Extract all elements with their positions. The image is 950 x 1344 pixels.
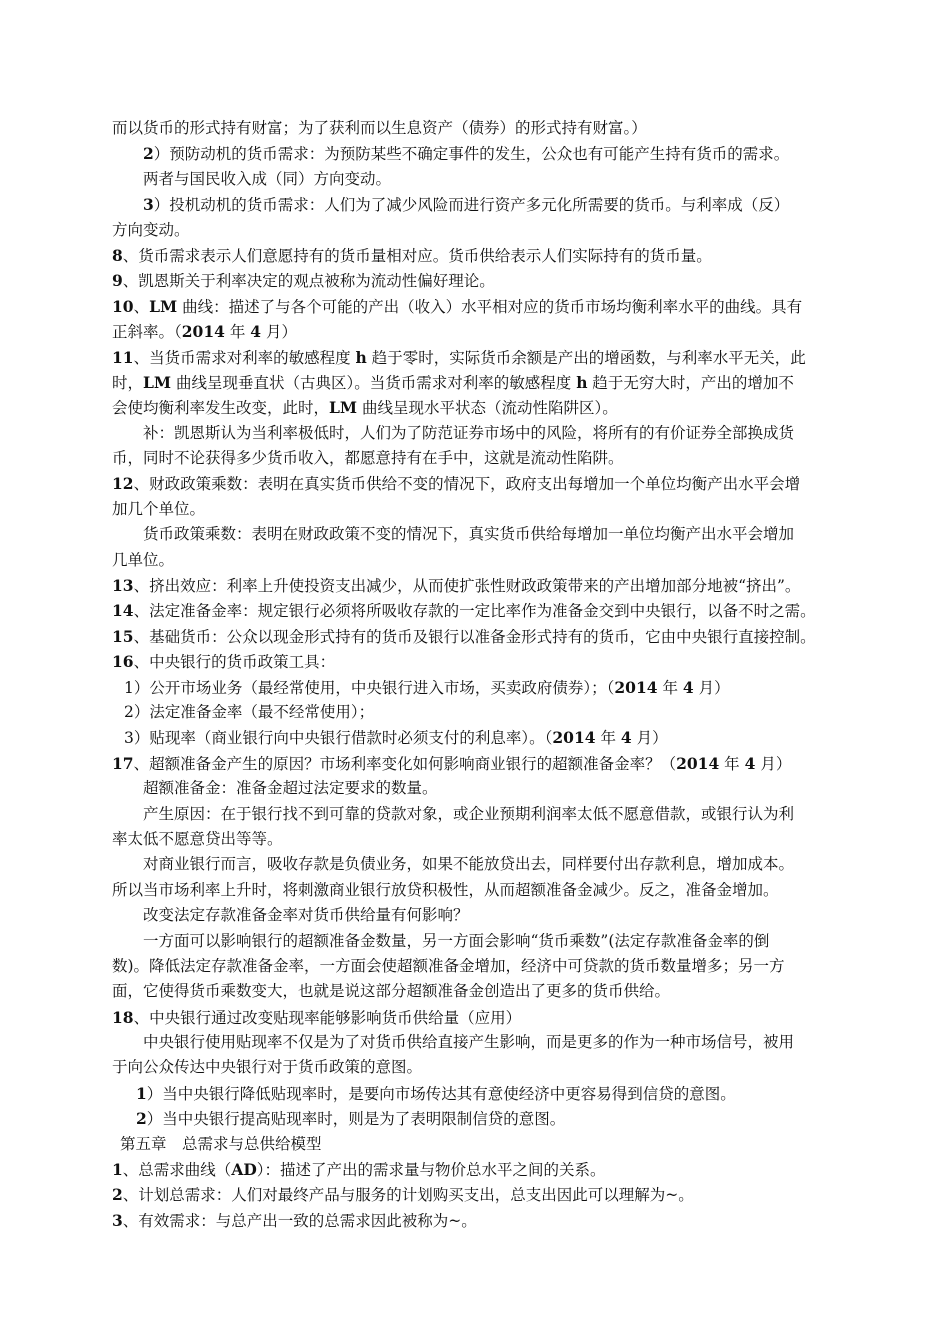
text-line (112, 1208, 848, 1233)
text-run: 月） (755, 754, 792, 773)
text-run: 加几个单位。 (112, 499, 206, 518)
text-run: 、财政政策乘数：表明在真实货币供给不变的情况下，政府支出每增加一个单位均衡产出水平会增 (133, 475, 801, 494)
text-line (112, 1106, 848, 1131)
bold-text-run: 2 (112, 1185, 123, 1205)
text-line (112, 929, 848, 954)
text-run: 产生原因：在于银行找不到可靠的贷款对象，或企业预期利润率太低不愿意借款，或银行认为利 (143, 804, 795, 823)
text-run: 月） (261, 323, 297, 342)
text-run: 中央银行使用贴现率不仅是为了对货币供给直接产生影响，而是更多的作为一种市场信号，被用 (143, 1033, 795, 1052)
text-run: ）当中央银行提高贴现率时，则是为了表明限制信贷的意图。 (146, 1110, 566, 1129)
text-run: 月） (693, 678, 730, 697)
text-line (112, 903, 848, 928)
bold-text-run: 1 (112, 1160, 123, 1180)
bold-text-run: 4 (250, 322, 262, 342)
text-run: 趋于零时，实际货币余额是产出的增函数，与利率水平无关，此 (366, 348, 806, 367)
text-line (112, 1157, 848, 1182)
text-run: 数)。降低法定存款准备金率，一方面会使超额准备金增加，经济中可贷款的货币数量增多；另一方 (112, 956, 785, 975)
text-line (112, 395, 848, 420)
text-run: 两者与国民收入成（同）方向变动。 (143, 169, 392, 188)
text-line (112, 1030, 848, 1055)
text-line (112, 1055, 848, 1080)
bold-text-run: 3 (112, 1210, 123, 1230)
bold-text-run: LM (329, 398, 358, 418)
text-run: ）预防动机的货币需求：为预防某些不确定事件的发生，公众也有可能产生持有货币的需求。 (153, 145, 790, 164)
text-run: 曲线：描述了与各个可能的产出（收入）水平相对应的货币市场均衡利率水平的曲线。具有 (177, 297, 803, 316)
text-run: ）：描述了产出的需求量与物价总水平之间的关系。 (256, 1161, 606, 1180)
text-line (112, 751, 848, 776)
text-run: 、中央银行的货币政策工具： (133, 653, 336, 672)
text-run: 、货币需求表示人们意愿持有的货币量相对应。货币供给表示人们实际持有的货币量。 (122, 246, 712, 265)
text-run: 于向公众传达中央银行对于货币政策的意图。 (112, 1058, 423, 1077)
text-run: 、基础货币：公众以现金形式持有的货币及银行以准备金形式持有的货币，它由中央银行直接控制。 (133, 627, 816, 646)
text-line (112, 548, 848, 573)
bold-text-run: 16 (112, 652, 134, 672)
text-line (112, 268, 848, 293)
bold-text-run: 2 (143, 144, 154, 164)
text-run: 年 (719, 754, 745, 773)
text-run: 1）公开市场业务（最经常使用，中央银行进入市场，买卖政府债券）；（ (124, 678, 615, 697)
text-run: 正斜率。（ (112, 323, 182, 342)
text-line (112, 471, 848, 496)
text-line (112, 421, 848, 446)
text-line (112, 725, 848, 750)
bold-text-run: 2014 (676, 753, 720, 773)
text-line (112, 294, 848, 319)
bold-text-run: AD (231, 1160, 257, 1180)
text-run: 面，它使得货币乘数变大，也就是说这部分超额准备金创造出了更多的货币供给。 (112, 982, 671, 1001)
text-line (112, 802, 848, 827)
text-run: 改变法定存款准备金率对货币供给量有何影响？ (143, 906, 469, 925)
text-run: 、当货币需求对利率的敏感程度 (133, 348, 356, 367)
text-run: 曲线呈现水平状态（流动性陷阱区）。 (357, 399, 618, 418)
text-line (112, 116, 848, 141)
text-run: 时， (112, 373, 144, 392)
text-run: 而以货币的形式持有财富；为了获利而以生息资产（债券）的形式持有财富。） (112, 119, 647, 137)
text-run: 第五章 总需求与总供给模型 (120, 1134, 322, 1153)
text-line (112, 852, 848, 877)
text-line (112, 649, 848, 674)
text-line (112, 243, 848, 268)
text-run: ）投机动机的货币需求：人们为了减少风险而进行资产多元化所需要的货币。与利率成（反） (153, 196, 790, 215)
bold-text-run: 2014 (614, 677, 658, 697)
text-line (112, 1081, 848, 1106)
text-line (112, 700, 848, 725)
text-line (112, 776, 848, 801)
bold-text-run: 4 (744, 753, 756, 773)
text-line (112, 598, 848, 623)
text-line (112, 218, 848, 243)
bold-text-run: 2014 (552, 728, 596, 748)
text-run: 2）法定准备金率（最不经常使用）； (124, 702, 375, 721)
text-run: 、 (133, 297, 150, 316)
text-run: ）当中央银行降低贴现率时，是要向市场传达其有意使经济中更容易得到信贷的意图。 (146, 1084, 736, 1103)
text-line (112, 446, 848, 471)
text-run: 曲线呈现垂直状（古典区）。当货币需求对利率的敏感程度 (171, 373, 577, 392)
text-line (112, 345, 848, 370)
bold-text-run: LM (143, 372, 172, 392)
bold-text-run: LM (149, 296, 178, 316)
bold-text-run: 1 (136, 1083, 147, 1103)
text-line (112, 141, 848, 166)
text-run: 、凯恩斯关于利率决定的观点被称为流动性偏好理论。 (122, 272, 495, 291)
text-line (112, 573, 848, 598)
text-run: 、超额准备金产生的原因？市场利率变化如何影响商业银行的超额准备金率？（ (133, 754, 677, 773)
text-run: 超额准备金：准备金超过法定要求的数量。 (143, 779, 438, 798)
text-run: 补：凯恩斯认为当利率极低时，人们为了防范证券市场中的风险，将所有的有价证券全部换成货 (143, 423, 795, 442)
text-run: 趋于无穷大时，产出的增加不 (587, 373, 794, 392)
text-run: 、计划总需求：人们对最终产品与服务的计划购买支出，总支出因此可以理解为~。 (122, 1186, 694, 1205)
text-run: 、总需求曲线（ (122, 1161, 232, 1180)
bold-text-run: 11 (112, 347, 134, 367)
text-run: 几单位。 (112, 550, 175, 569)
bold-text-run: 17 (112, 753, 134, 773)
text-run: 3）贴现率（商业银行向中央银行借款时必须支付的利息率）。（ (124, 729, 553, 748)
text-run: 月） (631, 729, 668, 748)
text-run: 方向变动。 (112, 220, 190, 239)
text-line (112, 675, 848, 700)
text-line (112, 319, 848, 344)
text-line (112, 979, 848, 1004)
text-line (112, 624, 848, 649)
text-run: 、有效需求：与总产出一致的总需求因此被称为~。 (122, 1211, 477, 1230)
bold-text-run: 8 (112, 245, 123, 265)
text-run: 年 (657, 678, 683, 697)
text-line (112, 878, 848, 903)
text-line (112, 370, 848, 395)
text-run: 、法定准备金率：规定银行必须将所吸收存款的一定比率作为准备金交到中央银行，以备不时之需。 (133, 602, 816, 621)
text-run: 、中央银行通过改变贴现率能够影响货币供给量（应用） (133, 1008, 522, 1027)
text-line (112, 1132, 848, 1157)
text-run: 年 (595, 729, 621, 748)
text-run: 会使均衡利率发生改变，此时， (112, 399, 330, 418)
bold-text-run: h (576, 372, 588, 392)
document-body (112, 116, 848, 1233)
bold-text-run: 15 (112, 626, 134, 646)
bold-text-run: 2 (136, 1109, 147, 1129)
text-line (112, 497, 848, 522)
bold-text-run: h (355, 347, 367, 367)
text-line (112, 827, 848, 852)
text-run: 率太低不愿意贷出等等。 (112, 829, 283, 848)
bold-text-run: 9 (112, 271, 123, 291)
bold-text-run: 3 (143, 195, 154, 215)
bold-text-run: 18 (112, 1007, 134, 1027)
text-run: 年 (224, 323, 251, 342)
bold-text-run: 4 (682, 677, 694, 697)
text-line (112, 954, 848, 979)
bold-text-run: 12 (112, 474, 134, 494)
bold-text-run: 4 (620, 728, 632, 748)
text-line (112, 192, 848, 217)
text-line (112, 522, 848, 547)
text-run: 、挤出效应：利率上升使投资支出减少，从而使扩张性财政政策带来的产出增加部分地被“挤出”。 (133, 577, 801, 596)
bold-text-run: 2014 (181, 322, 225, 342)
text-run: 所以当市场利率上升时，将刺激商业银行放贷积极性，从而超额准备金减少。反之，准备金增加。 (112, 880, 779, 899)
text-run: 对商业银行而言，吸收存款是负债业务，如果不能放贷出去，同样要付出存款利息，增加成本。 (143, 855, 795, 874)
bold-text-run: 14 (112, 601, 134, 621)
text-run: 币，同时不论获得多少货币收入，都愿意持有在手中，这就是流动性陷阱。 (112, 449, 624, 468)
text-line (112, 167, 848, 192)
text-line (112, 1182, 848, 1207)
text-run: 一方面可以影响银行的超额准备金数量，另一方面会影响“货币乘数”(法定存款准备金率的倒 (143, 931, 770, 950)
bold-text-run: 10 (112, 296, 134, 316)
text-run: 货币政策乘数：表明在财政政策不变的情况下，真实货币供给每增加一单位均衡产出水平会增加 (143, 525, 795, 544)
bold-text-run: 13 (112, 576, 134, 596)
text-line (112, 1005, 848, 1030)
